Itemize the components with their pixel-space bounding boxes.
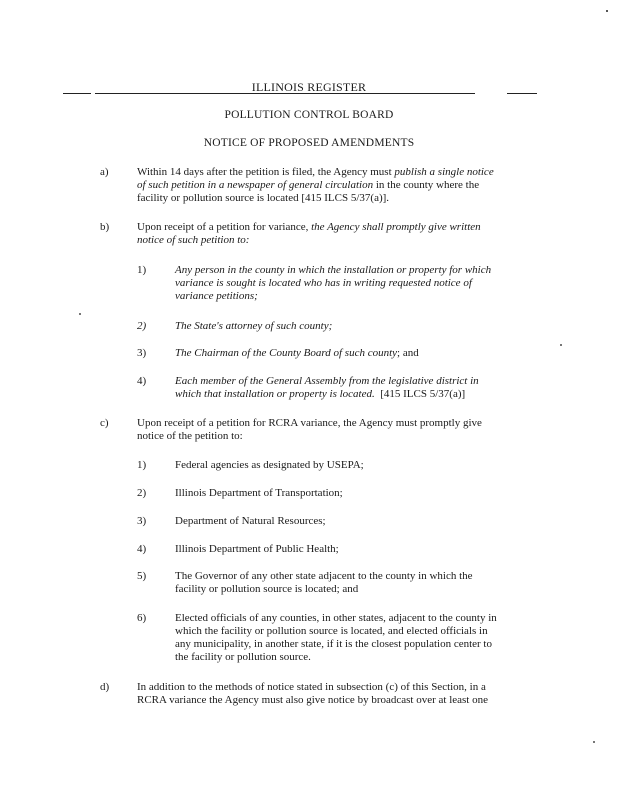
item-b3-label: 3): [137, 347, 147, 359]
item-a-line-3: facility or pollution source is located [415 ILCS 5/37(a)].: [137, 192, 390, 204]
item-c6-line-3: any municipality, in another state, if it is the closest population center to: [175, 638, 492, 650]
item-b4-line-1: Each member of the General Assembly from the legislative district in: [175, 375, 479, 387]
item-c5-label: 5): [137, 570, 147, 582]
item-b3-line-1: The Chairman of the County Board of such county; and: [175, 347, 419, 359]
item-a-label: a): [100, 166, 109, 178]
scan-speck: [606, 10, 608, 12]
item-b-line-2: notice of such petition to:: [137, 234, 250, 246]
item-c-line-2: notice of the petition to:: [137, 430, 243, 442]
item-c-label: c): [100, 417, 109, 429]
item-c1-line-1: Federal agencies as designated by USEPA;: [175, 459, 364, 471]
notice-title: NOTICE OF PROPOSED AMENDMENTS: [203, 137, 415, 149]
item-b-line-1: Upon receipt of a petition for variance, the Agency shall promptly give written: [137, 221, 481, 233]
item-d-line-1: In addition to the methods of notice stated in subsection (c) of this Section, in a: [137, 681, 486, 693]
item-c3-label: 3): [137, 515, 147, 527]
item-b-label: b): [100, 221, 110, 233]
item-b4-label: 4): [137, 375, 147, 387]
item-d-label: d): [100, 681, 110, 693]
item-c2-label: 2): [137, 487, 147, 499]
item-b1-line-3: variance petitions;: [175, 290, 258, 302]
item-c2-line-1: Illinois Department of Transportation;: [175, 487, 343, 499]
item-c-line-1: Upon receipt of a petition for RCRA variance, the Agency must promptly give: [137, 417, 482, 429]
item-b2-line-1: The State's attorney of such county;: [175, 320, 333, 332]
item-b2-label: 2): [137, 320, 147, 332]
item-b1-line-2: variance is sought is located who has in writing requested notice of: [175, 277, 472, 289]
scan-speck: [560, 344, 562, 346]
item-c4-label: 4): [137, 543, 147, 555]
scan-speck: [593, 741, 595, 743]
item-c5-line-1: The Governor of any other state adjacent to the county in which the: [175, 570, 473, 582]
item-b1-line-1: Any person in the county in which the installation or property for which: [175, 264, 492, 276]
item-c6-label: 6): [137, 612, 147, 624]
item-c6-line-1: Elected officials of any counties, in other states, adjacent to the county in: [175, 612, 497, 624]
scan-speck: [79, 313, 81, 315]
item-c6-line-4: the facility or pollution source.: [175, 651, 311, 663]
item-b4-line-2: which that installation or property is located. [415 ILCS 5/37(a)]: [175, 388, 466, 400]
item-c3-line-1: Department of Natural Resources;: [175, 515, 326, 527]
register-title: ILLINOIS REGISTER: [251, 80, 367, 94]
item-a-line-2: of such petition in a newspaper of general circulation in the county where the: [137, 179, 480, 191]
item-d-line-2: RCRA variance the Agency must also give notice by broadcast over at least one: [137, 694, 488, 706]
item-c5-line-2: facility or pollution source is located; and: [175, 583, 359, 595]
item-c4-line-1: Illinois Department of Public Health;: [175, 543, 339, 555]
agency-title: POLLUTION CONTROL BOARD: [224, 109, 394, 121]
item-b1-label: 1): [137, 264, 147, 276]
item-c1-label: 1): [137, 459, 147, 471]
item-a-line-1: Within 14 days after the petition is filed, the Agency must publish a single notice: [137, 166, 494, 178]
item-c6-line-2: which the facility or pollution source is located, and elected officials in: [175, 625, 488, 637]
